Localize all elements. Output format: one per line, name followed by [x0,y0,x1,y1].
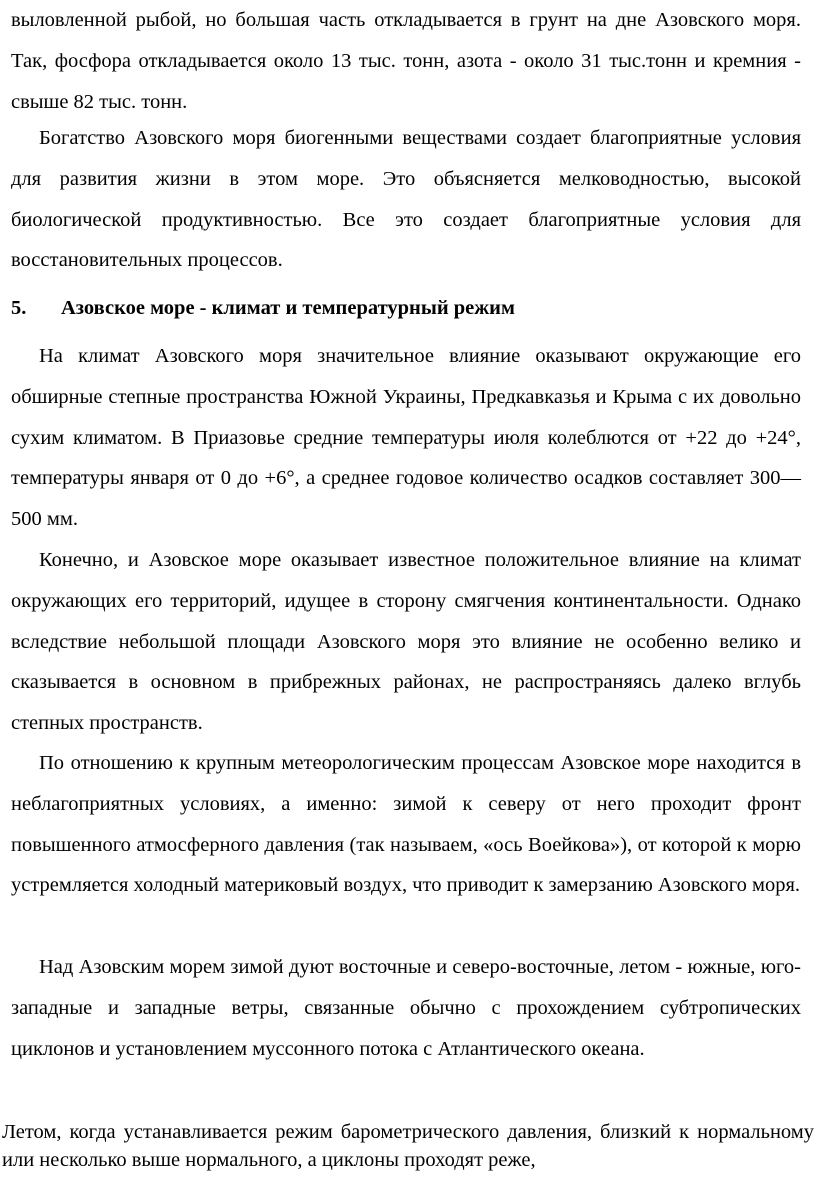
section-heading [11,293,801,323]
paragraph-positive-influence: Конечно, и Азовское море оказывает известное положительное влияние на климат окружающих его территорий, идущее в сторону смягчения континентальности. Однако вследствие небольшой площади Азовского моря это влияние не особенно велико и сказывается в основном в прибрежных районах, не распространяясь далеко вглубь степных пространств. [11,549,801,735]
paragraph-winds: Над Азовским морем зимой дуют восточные и северо-восточные, летом - южные, юго-западные и западные ветры, связанные обычно с прохождением субтропических циклонов и установлением муссонного потока с Атлантического океана. [11,956,801,1060]
paragraph-summer-pressure: Летом, когда устанавливается режим барометрического давления, близкий к нормальному или несколько выше нормального, а циклоны проходят реже, [2,1121,814,1171]
paragraph-biogenic-richness: Богатство Азовского моря биогенными веществами создает благоприятные условия для развития жизни в этом море. Это объясняется мелководностью, высокой биологической продуктивностью. Все это создает благоприятные условия для восстановительных процессов. [11,127,801,272]
section-number: 5. [11,297,27,319]
section-title: Азовское море - климат и температурный режим [61,297,515,319]
paragraph-climate-influence: На климат Азовского моря значительное влияние оказывают окружающие его обширные степные пространства Южной Украины, Предкавказья и Крыма с их довольно сухим климатом. В Приазовье средние температуры июля колеблются от +22 до +24°, температуры января от 0 до +6°, а среднее годовое количество осадков составляет 300—500 мм. [11,345,801,531]
paragraph-meteorological-processes: По отношению к крупным метеорологическим процессам Азовское море находится в неблагоприятных условиях, а именно: зимой к северу от него проходит фронт повышенного атмосферного давления (так называем, «ось Воейкова»), от которой к морю устремляется холодный материковый воздух, что приводит к замерзанию Азовского моря. [11,752,801,897]
paragraph-phosphorus-deposits: выловленной рыбой, но большая часть откладывается в грунт на дне Азовского моря. Так, фосфора откладывается около 13 тыс. тонн, азота - около 31 тыс.тонн и кремния - свыше 82 тыс. тонн. [11,9,801,113]
